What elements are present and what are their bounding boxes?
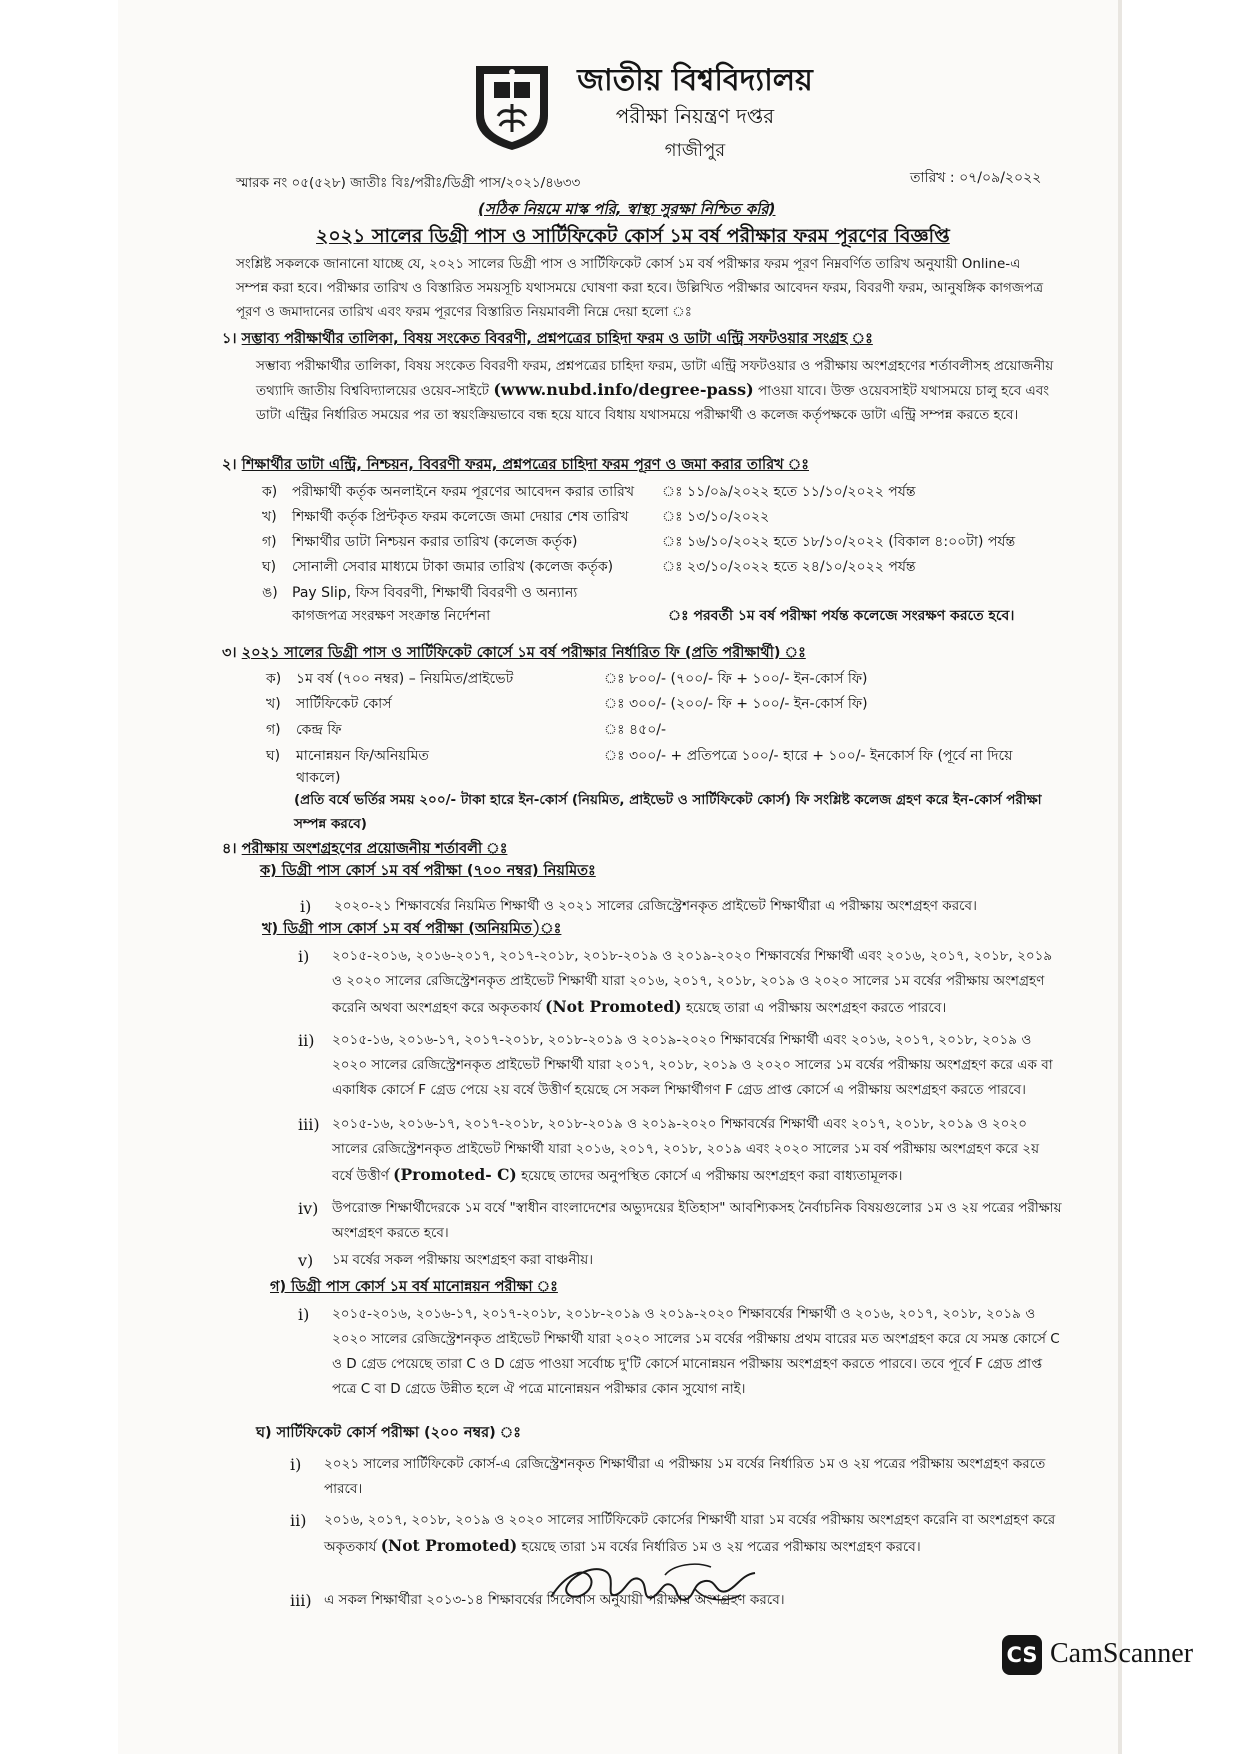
section-title: পরীক্ষায় অংশগ্রহণের প্রয়োজনীয় শর্তাবলী ঃ	[241, 841, 508, 857]
notice-title: ২০২১ সালের ডিগ্রী পাস ও সার্টিফিকেট কোর্স ১ম বর্ষ পরীক্ষার ফরম পূরণের বিজ্ঞপ্তি	[316, 225, 950, 247]
row-label: ক)	[266, 671, 282, 687]
item-text: ২০২১ সালের সার্টিফিকেট কোর্স-এ রেজিস্ট্রেশনকৃত শিক্ষার্থীরা এ পরীক্ষায় ১ম বর্ষের নির্ধারিত ১ম ও ২য় পত্রের পরীক্ষায় অংশগ্রহণ করতে পারবে।	[324, 1456, 1046, 1497]
item-text: উপরোক্ত শিক্ষার্থীদেরকে ১ম বর্ষে "স্বাধীন বাংলাদেশের অভ্যুদয়ের ইতিহাস" আবশ্যিকসহ নৈর্বাচনিক বিষয়গুলোর ১ম ও ২য় পত্রের পরীক্ষায় অংশগ্রহণ করতে হবে।	[332, 1200, 1062, 1241]
subsection-kha-heading	[262, 918, 561, 942]
row-text: কেন্দ্র ফি	[296, 722, 342, 738]
signature-icon	[545, 1545, 765, 1615]
item-numeral: ii)	[298, 1031, 315, 1050]
fee-row-continued	[296, 766, 496, 788]
row-text: Pay Slip, ফিস বিবরণী, শিক্ষার্থী বিবরণী ও অন্যান্য	[292, 585, 578, 601]
row-value: ঃ ৪৫০/-	[604, 722, 667, 738]
item-numeral: i)	[298, 947, 310, 966]
item-text: ২০১৫-২০১৬, ২০১৬-১৭, ২০১৭-২০১৮, ২০১৮-২০১৯ ও ২০১৯-২০২০ শিক্ষাবর্ষের শিক্ষার্থী ও ২০১৬, ২০১৭, ২০১৮, ২০১৯ ও ২০২০ সালের রেজিস্ট্রেশনকৃত প্রাইভেট শিক্ষার্থী যারা ২০২০ সালের ১ম বর্ষের পরীক্ষায় প্রথম বারের মত অংশগ্রহণ করে যে সমস্ত কোর্সে C ও D গ্রেড পেয়েছে তারা C ও D গ্রেড পাওয়া সর্বোচ্চ দু'টি কোর্সে মানোন্নয়ন পরীক্ষায় অংশগ্রহণ করতে পারবে। তবে পূর্বে F গ্রেড প্রাপ্ত পত্রে C বা D গ্রেডে উন্নীত হলে ঐ পত্রে মানোন্নয়ন পরীক্ষার কোন সুযোগ নাই।	[332, 1306, 1060, 1397]
row-label: ঘ)	[262, 559, 277, 575]
intro-paragraph: সংশ্লিষ্ট সকলকে জানানো যাচ্ছে যে, ২০২১ সালের ডিগ্রী পাস ও সার্টিফিকেট কোর্স ১ম বর্ষ পরীক্ষার ফরম পূরণ নিম্নবর্ণিত তারিখ অনুযায়ী Online-এ সম্পন্ন করা হবে। পরীক্ষার তারিখ ও বিস্তারিত সময়সূচি যথাসময়ে ঘোষণা করা হবে। উল্লিখিত পরীক্ষার আবেদন ফরম, বিবরণী ফরম, আনুষঙ্গিক কাগজপত্র পূরণ ও জমাদানের তারিখ এবং ফরম পূরণের বিস্তারিত নিয়মাবলী নিম্নে দেয়া হলো ঃ	[236, 256, 1044, 320]
section-title: ২০২১ সালের ডিগ্রী পাস ও সার্টিফিকেট কোর্সে ১ম বর্ষ পরীক্ষার নির্ধারিত ফি (প্রতি পরীক্ষার্থী) ঃ	[241, 645, 806, 661]
row-text: কাগজপত্র সংরক্ষণ সংক্রান্ত নির্দেশনা	[292, 608, 491, 624]
date-row	[262, 581, 1062, 603]
row-text: মানোন্নয়ন ফি/অনিয়মিত	[296, 748, 429, 764]
subsection-title: খ) ডিগ্রী পাস কোর্স ১ম বর্ষ পরীক্ষা (অনিয়মিত)ঃ	[262, 921, 562, 937]
row-value: ঃ পরবর্তী ১ম বর্ষ পরীক্ষা পর্যন্ত কলেজে সংরক্ষণ করতে হবে।	[668, 608, 1015, 624]
section-4-heading	[222, 838, 507, 862]
subsection-title: ঘ) সার্টিফিকেট কোর্স পরীক্ষা (২০০ নম্বর) ঃ	[256, 1425, 522, 1441]
office-name: পরীক্ষা নিয়ন্ত্রণ দপ্তর	[615, 104, 775, 128]
notice-date: তারিখ : ০৭/০৯/২০২২	[910, 170, 1042, 186]
row-text: থাকলে)	[296, 770, 341, 786]
section-1-text-cont: পাওয়া যাবে। উক্ত ওয়েবসাইট যথাসময়ে চালু হবে এবং ডাটা এন্ট্রির নির্ধারিত সময়ের পর তা স্বয়ংক্রিয়ভাবে বন্ধ হয়ে যাবে বিধায় যথাসময়ে পরীক্ষার্থী ও কলেজ কর্তৃপক্ষকে ডাটা এন্ট্রি সম্পন্ন করতে হবে।	[256, 383, 1050, 423]
item-text	[332, 1112, 1062, 1189]
item-text-part: হয়েছে তারা এ পরীক্ষায় অংশগ্রহণ করতে পারবে।	[685, 1000, 947, 1016]
item-text-part: ২০১৫-২০১৬, ২০১৬-২০১৭, ২০১৭-২০১৮, ২০১৮-২০১৯ ও ২০১৯-২০২০ শিক্ষাবর্ষের শিক্ষার্থী এবং ২০১৬, ২০১৭, ২০১৮, ২০১৯ ও ২০২০ সালের রেজিস্ট্রেশনকৃত প্রাইভেট শিক্ষার্থী যারা ২০১৬, ২০১৭, ২০১৮, ২০১৯ ও ২০২০ সালের ১ম বর্ষের পরীক্ষায় অংশগ্রহণ করেনি অথবা অংশগ্রহণ করে অকৃতকার্য	[332, 948, 1053, 1016]
section-1-body	[256, 354, 1056, 427]
row-label: ঘ)	[266, 748, 281, 764]
row-text: শিক্ষার্থী কর্তৃক প্রিন্টকৃত ফরম কলেজে জমা দেয়ার শেষ তারিখ	[292, 509, 629, 525]
row-label: ঙ)	[262, 585, 278, 601]
item-text: এ সকল শিক্ষার্থীরা ২০১৩-১৪ শিক্ষাবর্ষের সিলেবাস অনুযায়ী পরীক্ষায় অংশগ্রহণ করবে।	[324, 1592, 785, 1608]
date-row	[262, 530, 1062, 552]
row-text: শিক্ষার্থীর ডাটা নিশ্চয়ন করার তারিখ (কলেজ কর্তৃক)	[292, 534, 578, 550]
health-motto: (সঠিক নিয়মে মাস্ক পরি, স্বাস্থ্য সুরক্ষা নিশ্চিত করি)	[478, 200, 776, 218]
university-name: জাতীয় বিশ্ববিদ্যালয়	[577, 63, 813, 98]
item-numeral: iv)	[298, 1199, 319, 1218]
item-numeral: iii)	[298, 1115, 320, 1134]
row-text: সার্টিফিকেট কোর্স	[296, 696, 392, 712]
fee-row	[266, 718, 1066, 740]
memo-number: স্মারক নং ০৫(৫২৮) জাতীঃ বিঃ/পরীঃ/ডিগ্রী পাস/২০২১/৪৬৩৩	[236, 175, 581, 191]
row-value: ঃ ৩০০/- + প্রতিপত্রে ১০০/- হারে + ১০০/- ইনকোর্স ফি (পূর্বে না দিয়ে	[604, 748, 1013, 764]
section-2-heading	[222, 454, 809, 478]
item-numeral: iii)	[290, 1591, 312, 1610]
row-value: ঃ ১৩/১০/২০২২	[662, 509, 770, 525]
date-row	[262, 480, 1062, 502]
item-text: ২০১৫-১৬, ২০১৬-১৭, ২০১৭-২০১৮, ২০১৮-২০১৯ ও ২০১৯-২০২০ শিক্ষাবর্ষের শিক্ষার্থী এবং ২০১৬, ২০১৭, ২০১৮, ২০১৯ ও ২০২০ সালের রেজিস্ট্রেশনকৃত প্রাইভেট শিক্ষার্থী যারা ২০১৭, ২০১৮, ২০১৯ ও ২০২০ সালের ১ম বর্ষের পরীক্ষায় অংশগ্রহণ করে এক বা একাধিক কোর্সে F গ্রেড পেয়ে ২য় বর্ষে উত্তীর্ণ হয়েছে সে সকল শিক্ষার্থীগণ F গ্রেড প্রাপ্ত কোর্সে এ পরীক্ষায় অংশগ্রহণ করতে পারবে।	[332, 1032, 1053, 1098]
section-number: ১।	[222, 331, 237, 347]
item-text-part: হয়েছে তাদের অনুপস্থিত কোর্সে এ পরীক্ষায় অংশগ্রহণ করা বাধ্যতামূলক।	[521, 1168, 903, 1184]
section-title: শিক্ষার্থীর ডাটা এন্ট্রি, নিশ্চয়ন, বিবরণী ফরম, প্রশ্নপত্রের চাহিদা ফরম পূরণ ও জমা করার তারিখ ঃ	[241, 457, 810, 473]
item-text-part: ২০১৬, ২০১৭, ২০১৮, ২০১৯ ও ২০২০ সালের সার্টিফিকেট কোর্সের শিক্ষার্থী যারা ১ম বর্ষের পরীক্ষায় অংশগ্রহণ করেনি বা অংশগ্রহণ করে অকৃতকার্য	[324, 1512, 1056, 1555]
item-numeral: ii)	[290, 1511, 307, 1530]
section-1-heading	[222, 328, 873, 352]
item-text	[332, 944, 1062, 1021]
office-location: গাজীপুর	[664, 140, 726, 161]
row-value: ঃ ২৩/১০/২০২২ হতে ২৪/১০/২০২২ পর্যন্ত	[662, 559, 916, 575]
row-text: ১ম বর্ষ (৭০০ নম্বর) – নিয়মিত/প্রাইভেট	[296, 671, 514, 687]
fee-row	[266, 744, 1066, 766]
section-title: সম্ভাব্য পরীক্ষার্থীর তালিকা, বিষয় সংকেত বিবরণী, প্রশ্নপত্রের চাহিদা ফরম ও ডাটা এন্ট্রি সফটওয়ার সংগ্রহ ঃ	[241, 331, 873, 347]
item-text-part: হয়েছে তারা ১ম বর্ষের নির্ধারিত ১ম ও ২য় পত্রের পরীক্ষায় অংশগ্রহণ করবে।	[521, 1539, 921, 1555]
page-edge	[1118, 0, 1122, 1754]
camscanner-logo-icon: CS	[1002, 1635, 1042, 1675]
subsection-title: গ) ডিগ্রী পাস কোর্স ১ম বর্ষ মানোন্নয়ন পরীক্ষা ঃ	[270, 1279, 558, 1295]
item-numeral: v)	[298, 1251, 314, 1270]
item-numeral: i)	[290, 1455, 302, 1474]
incourse-fee-note: (প্রতি বর্ষে ভর্তির সময় ২০০/- টাকা হারে ইন-কোর্স (নিয়মিত, প্রাইভেট ও সার্টিফিকেট কোর্স) ফি সংশ্লিষ্ট কলেজ গ্রহণ করে ইন-কোর্স পরীক্ষা সম্পন্ন করবে)	[294, 792, 1042, 832]
fee-row	[266, 667, 1066, 689]
item-numeral: i)	[298, 1305, 310, 1324]
item-text-part: ২০১৫-১৬, ২০১৬-১৭, ২০১৭-২০১৮, ২০১৮-২০১৯ ও ২০১৯-২০২০ শিক্ষাবর্ষের শিক্ষার্থী এবং ২০১৭, ২০১৮, ২০১৯ ও ২০২০ সালের রেজিস্ট্রেশনকৃত প্রাইভেট শিক্ষার্থী যারা ২০১৬, ২০১৭, ২০১৮, ২০১৯ এবং ২০২০ সালের ১ম বর্ষ পরীক্ষায় অংশগ্রহণ করে ২য় বর্ষে উত্তীর্ণ	[332, 1116, 1040, 1184]
section-1-text: সম্ভাব্য পরীক্ষার্থীর তালিকা, বিষয় সংকেত বিবরণী ফরম, প্রশ্নপত্রের চাহিদা ফরম, ডাটা এন্ট্রি সফটওয়ার ও পরীক্ষায় অংশগ্রহণের শর্তাবলীসহ প্রয়োজনীয় তথ্যাদি জাতীয় বিশ্ববিদ্যালয়ের ওয়েব-সাইটে	[256, 358, 1054, 399]
status-term: (Not Promoted)	[545, 997, 682, 1016]
item-text: ১ম বর্ষের সকল পরীক্ষায় অংশগ্রহণ করা বাঞ্চনীয়।	[332, 1252, 594, 1268]
row-text: পরীক্ষার্থী কর্তৃক অনলাইনে ফরম পূরণের আবেদন করার তারিখ	[292, 484, 635, 500]
item-numeral: i)	[300, 897, 312, 916]
website-link[interactable]: (www.nubd.info/degree-pass)	[493, 380, 754, 399]
status-term: (Promoted- C)	[393, 1165, 517, 1184]
subsection-gha-heading	[256, 1422, 521, 1446]
section-number: ৩।	[222, 645, 237, 661]
row-text: সোনালী সেবার মাধ্যমে টাকা জমার তারিখ (কলেজ কর্তৃক)	[292, 559, 614, 575]
date-row	[262, 555, 1062, 577]
row-label: খ)	[262, 509, 277, 525]
section-number: ৪।	[222, 841, 237, 857]
row-value: ঃ ৮০০/- (৭০০/- ফি + ১০০/- ইন-কোর্স ফি)	[604, 671, 868, 687]
subsection-ga-heading	[270, 1276, 558, 1300]
row-value: ঃ ১১/০৯/২০২২ হতে ১১/১০/২০২২ পর্যন্ত	[662, 484, 916, 500]
camscanner-watermark: CamScanner	[1050, 1638, 1194, 1669]
row-label: খ)	[266, 696, 281, 712]
section-number: ২।	[222, 457, 237, 473]
date-row-continued	[292, 604, 1062, 626]
row-label: গ)	[262, 534, 277, 550]
row-label: গ)	[266, 722, 281, 738]
section-3-heading	[222, 642, 806, 666]
row-label: ক)	[262, 484, 278, 500]
date-row	[262, 505, 1062, 527]
item-text: ২০২০-২১ শিক্ষাবর্ষের নিয়মিত শিক্ষার্থী ও ২০২১ সালের রেজিস্ট্রেশনকৃত প্রাইভেট শিক্ষার্থীরা এ পরীক্ষায় অংশগ্রহণ করবে।	[334, 898, 977, 914]
fee-row	[266, 692, 1066, 714]
row-value: ঃ ১৬/১০/২০২২ হতে ১৮/১০/২০২২ (বিকাল ৪:০০টা) পর্যন্ত	[662, 534, 1016, 550]
subsection-ka-heading	[260, 860, 596, 884]
subsection-title: ক) ডিগ্রী পাস কোর্স ১ম বর্ষ পরীক্ষা (৭০০ নম্বর) নিয়মিতঃ	[260, 863, 596, 879]
row-value: ঃ ৩০০/- (২০০/- ফি + ১০০/- ইন-কোর্স ফি)	[604, 696, 868, 712]
status-term: (Not Promoted)	[380, 1536, 518, 1555]
